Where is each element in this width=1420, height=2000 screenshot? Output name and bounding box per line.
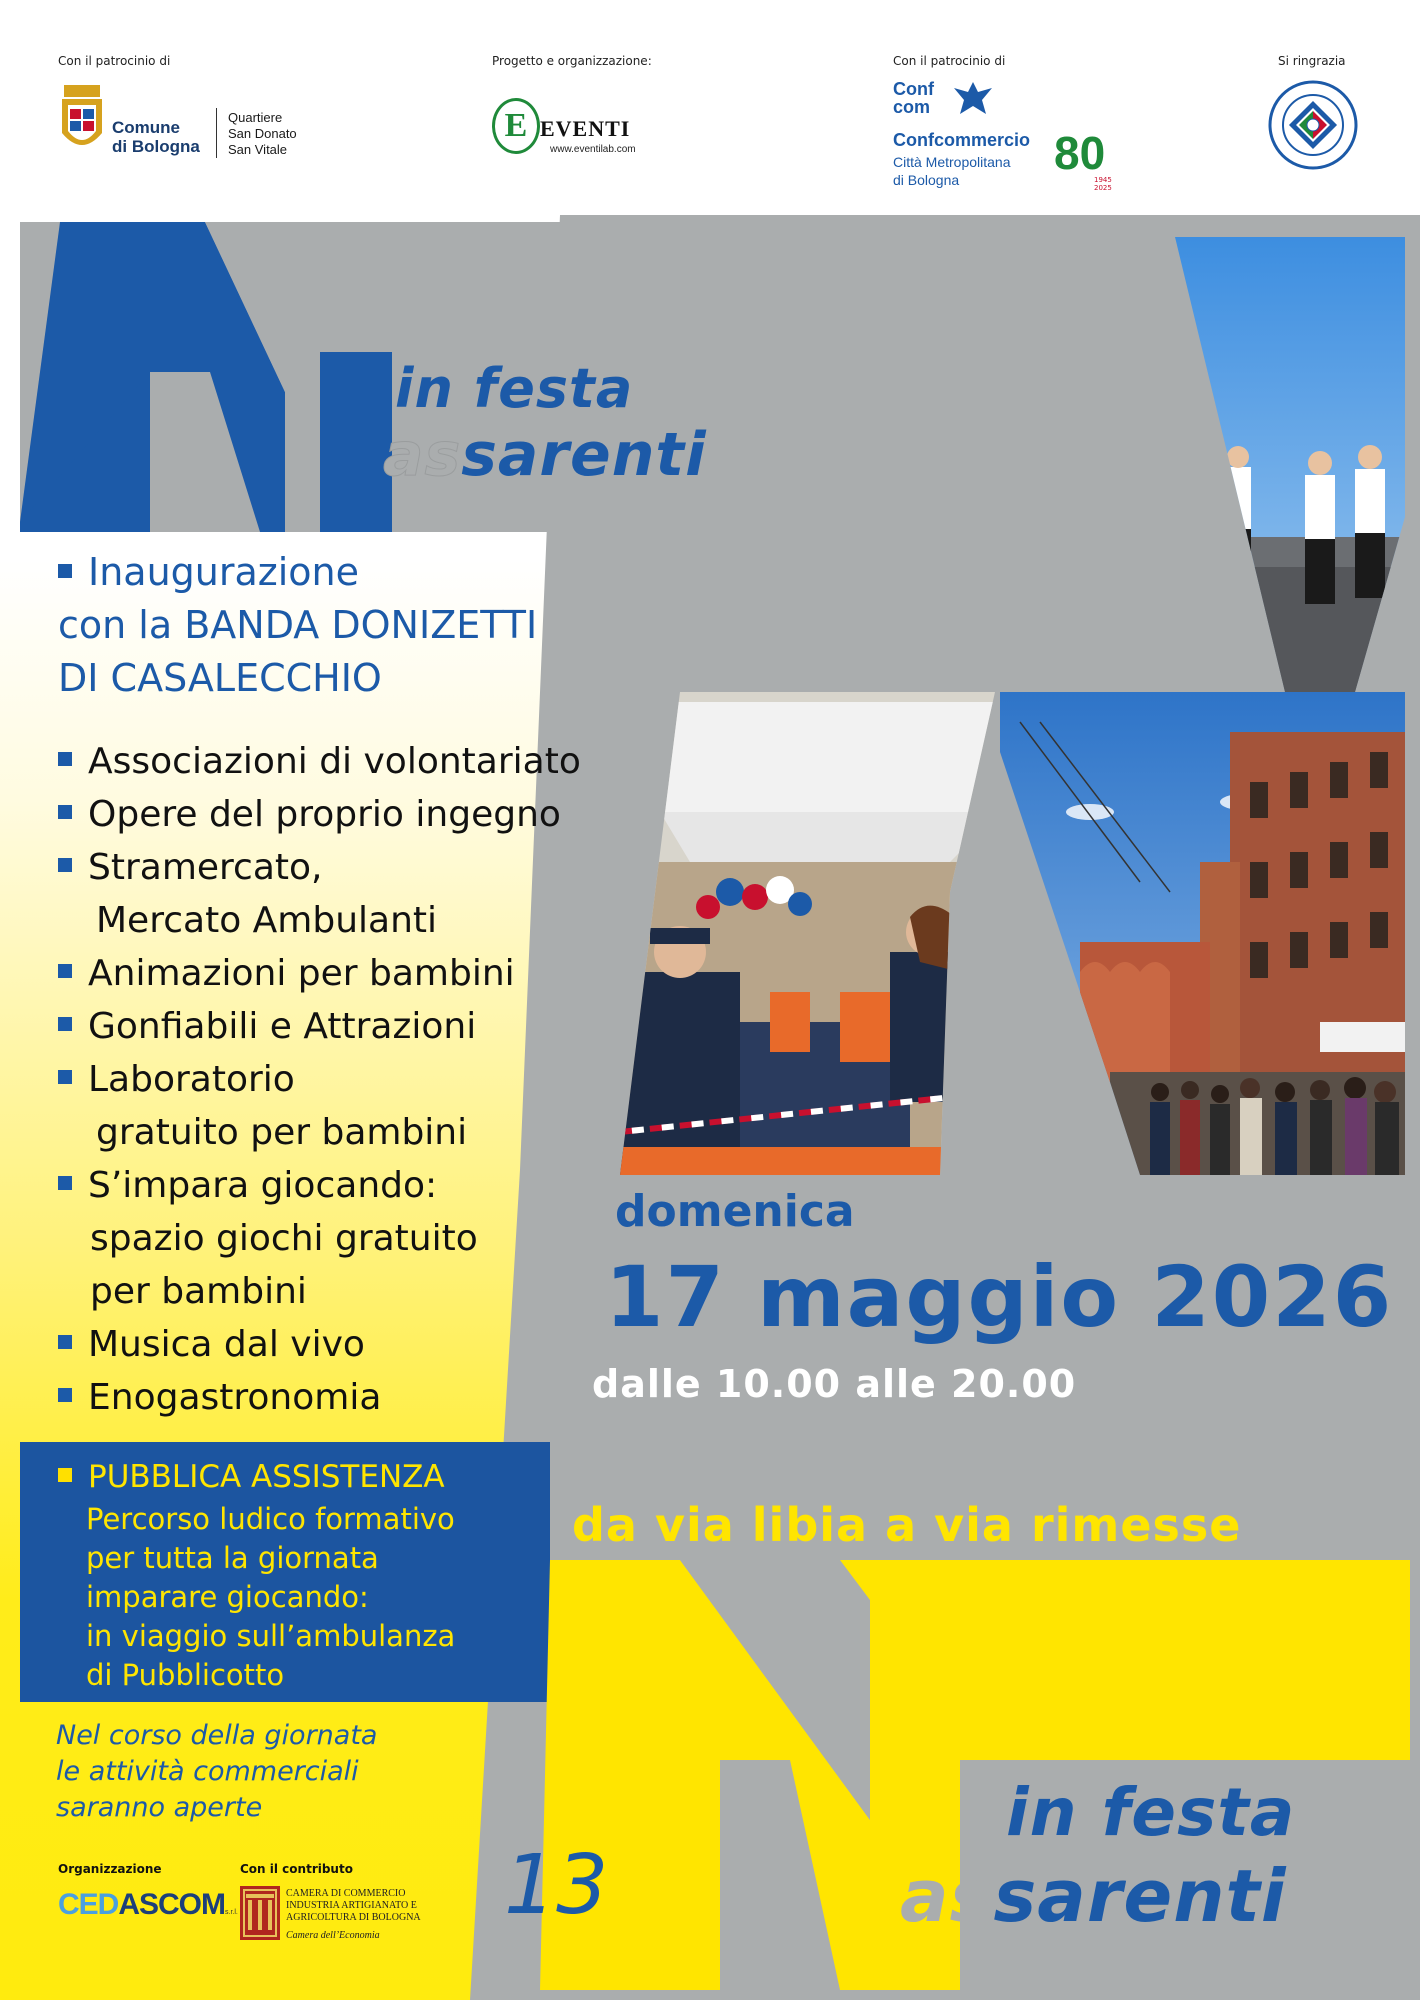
program-item: S’impara giocando: spazio giochi gratuito per bambini [58,1159,678,1318]
eagle-icon [952,80,994,116]
bullet-square-icon [58,564,72,578]
eventi-logo-icon: E [492,98,540,154]
program-item: Animazioni per bambini [58,947,678,1000]
event-date: 17 maggio 2026 [605,1248,1394,1346]
contributo-caption: Con il contributo [240,1862,353,1876]
event-route: da via libia a via rimesse [572,1498,1242,1552]
title-top-massarenti: assarenti [383,420,707,490]
bullet-square-icon [58,752,72,766]
edition-number: 13 [504,1838,609,1933]
photo-street-crowd [1000,692,1405,1175]
bullet-square-icon [58,1335,72,1349]
photo-band [705,237,1405,692]
program-item: Associazioni di volontariato [58,735,678,788]
patrocinio-caption-right: Con il patrocinio di [893,54,1006,68]
bullet-square-icon [58,1017,72,1031]
title-bottom-massarenti: assarenti [900,1854,1287,1938]
ringrazia-caption: Si ringrazia [1278,54,1346,68]
organizzazione-caption: Organizzazione [58,1862,162,1876]
title-bottom-in-festa: in festa [1006,1774,1296,1851]
bullet-square-icon [58,1468,72,1482]
cedascom-logo: CEDASCOMs.r.l. [58,1888,238,1921]
pubblica-assistenza-seal-icon [1268,80,1358,170]
bullet-square-icon [58,805,72,819]
bullet-square-icon [58,1176,72,1190]
program-item: Gonfiabili e Attrazioni [58,1000,678,1053]
bullet-square-icon [58,1388,72,1402]
anniversary-years: 1945 2025 [1094,176,1112,192]
event-hours: dalle 10.00 alle 20.00 [592,1362,1077,1406]
progetto-caption: Progetto e organizzazione: [492,54,652,68]
bullet-square-icon [58,1070,72,1084]
comune-logo-text: Comune di Bologna [112,118,200,156]
patrocinio-caption-left: Con il patrocinio di [58,54,171,68]
assistance-title: PUBBLICA ASSISTENZA [58,1458,445,1496]
program-list [58,735,678,1424]
confcom-short-logo: Conf com [893,79,934,117]
commercial-note: Nel corso della giornata le attività commerciali saranno aperte [56,1720,378,1823]
event-day: domenica [615,1186,855,1237]
camera-commercio-icon [240,1886,280,1940]
program-item: Enogastronomia [58,1371,678,1424]
inauguration-block: Inaugurazione con la BANDA DONIZETTI DI CASALECCHIO [58,550,538,700]
assistance-text: Percorso ludico formativo per tutta la giornata imparare giocando: in viaggio sull’ambulanza di Pubblicotto [86,1502,456,1692]
program-item: Musica dal vivo [58,1318,678,1371]
program-item: Laboratorio gratuito per bambini [58,1053,678,1159]
program-item: Stramercato, Mercato Ambulanti [58,841,678,947]
confcommercio-city: Città Metropolitana di Bologna [893,154,1011,188]
quartiere-text: Quartiere San Donato San Vitale [228,110,297,157]
confcommercio-name: Confcommercio [893,130,1031,150]
camera-commercio-text: CAMERA DI COMMERCIO INDUSTRIA ARTIGIANATO E AGRICOLTURA DI BOLOGNA Camera dell’Economia [286,1888,421,1941]
logo-divider [216,108,217,158]
title-top-in-festa: in festa [395,357,634,420]
eventi-url: www.eventilab.com [550,144,636,155]
eventi-logo-text: EVENTI [540,116,631,141]
bullet-square-icon [58,858,72,872]
program-item: Opere del proprio ingegno [58,788,678,841]
bullet-square-icon [58,964,72,978]
anniversary-80-logo: 80 [1054,127,1106,179]
bologna-crest-icon [58,85,106,159]
